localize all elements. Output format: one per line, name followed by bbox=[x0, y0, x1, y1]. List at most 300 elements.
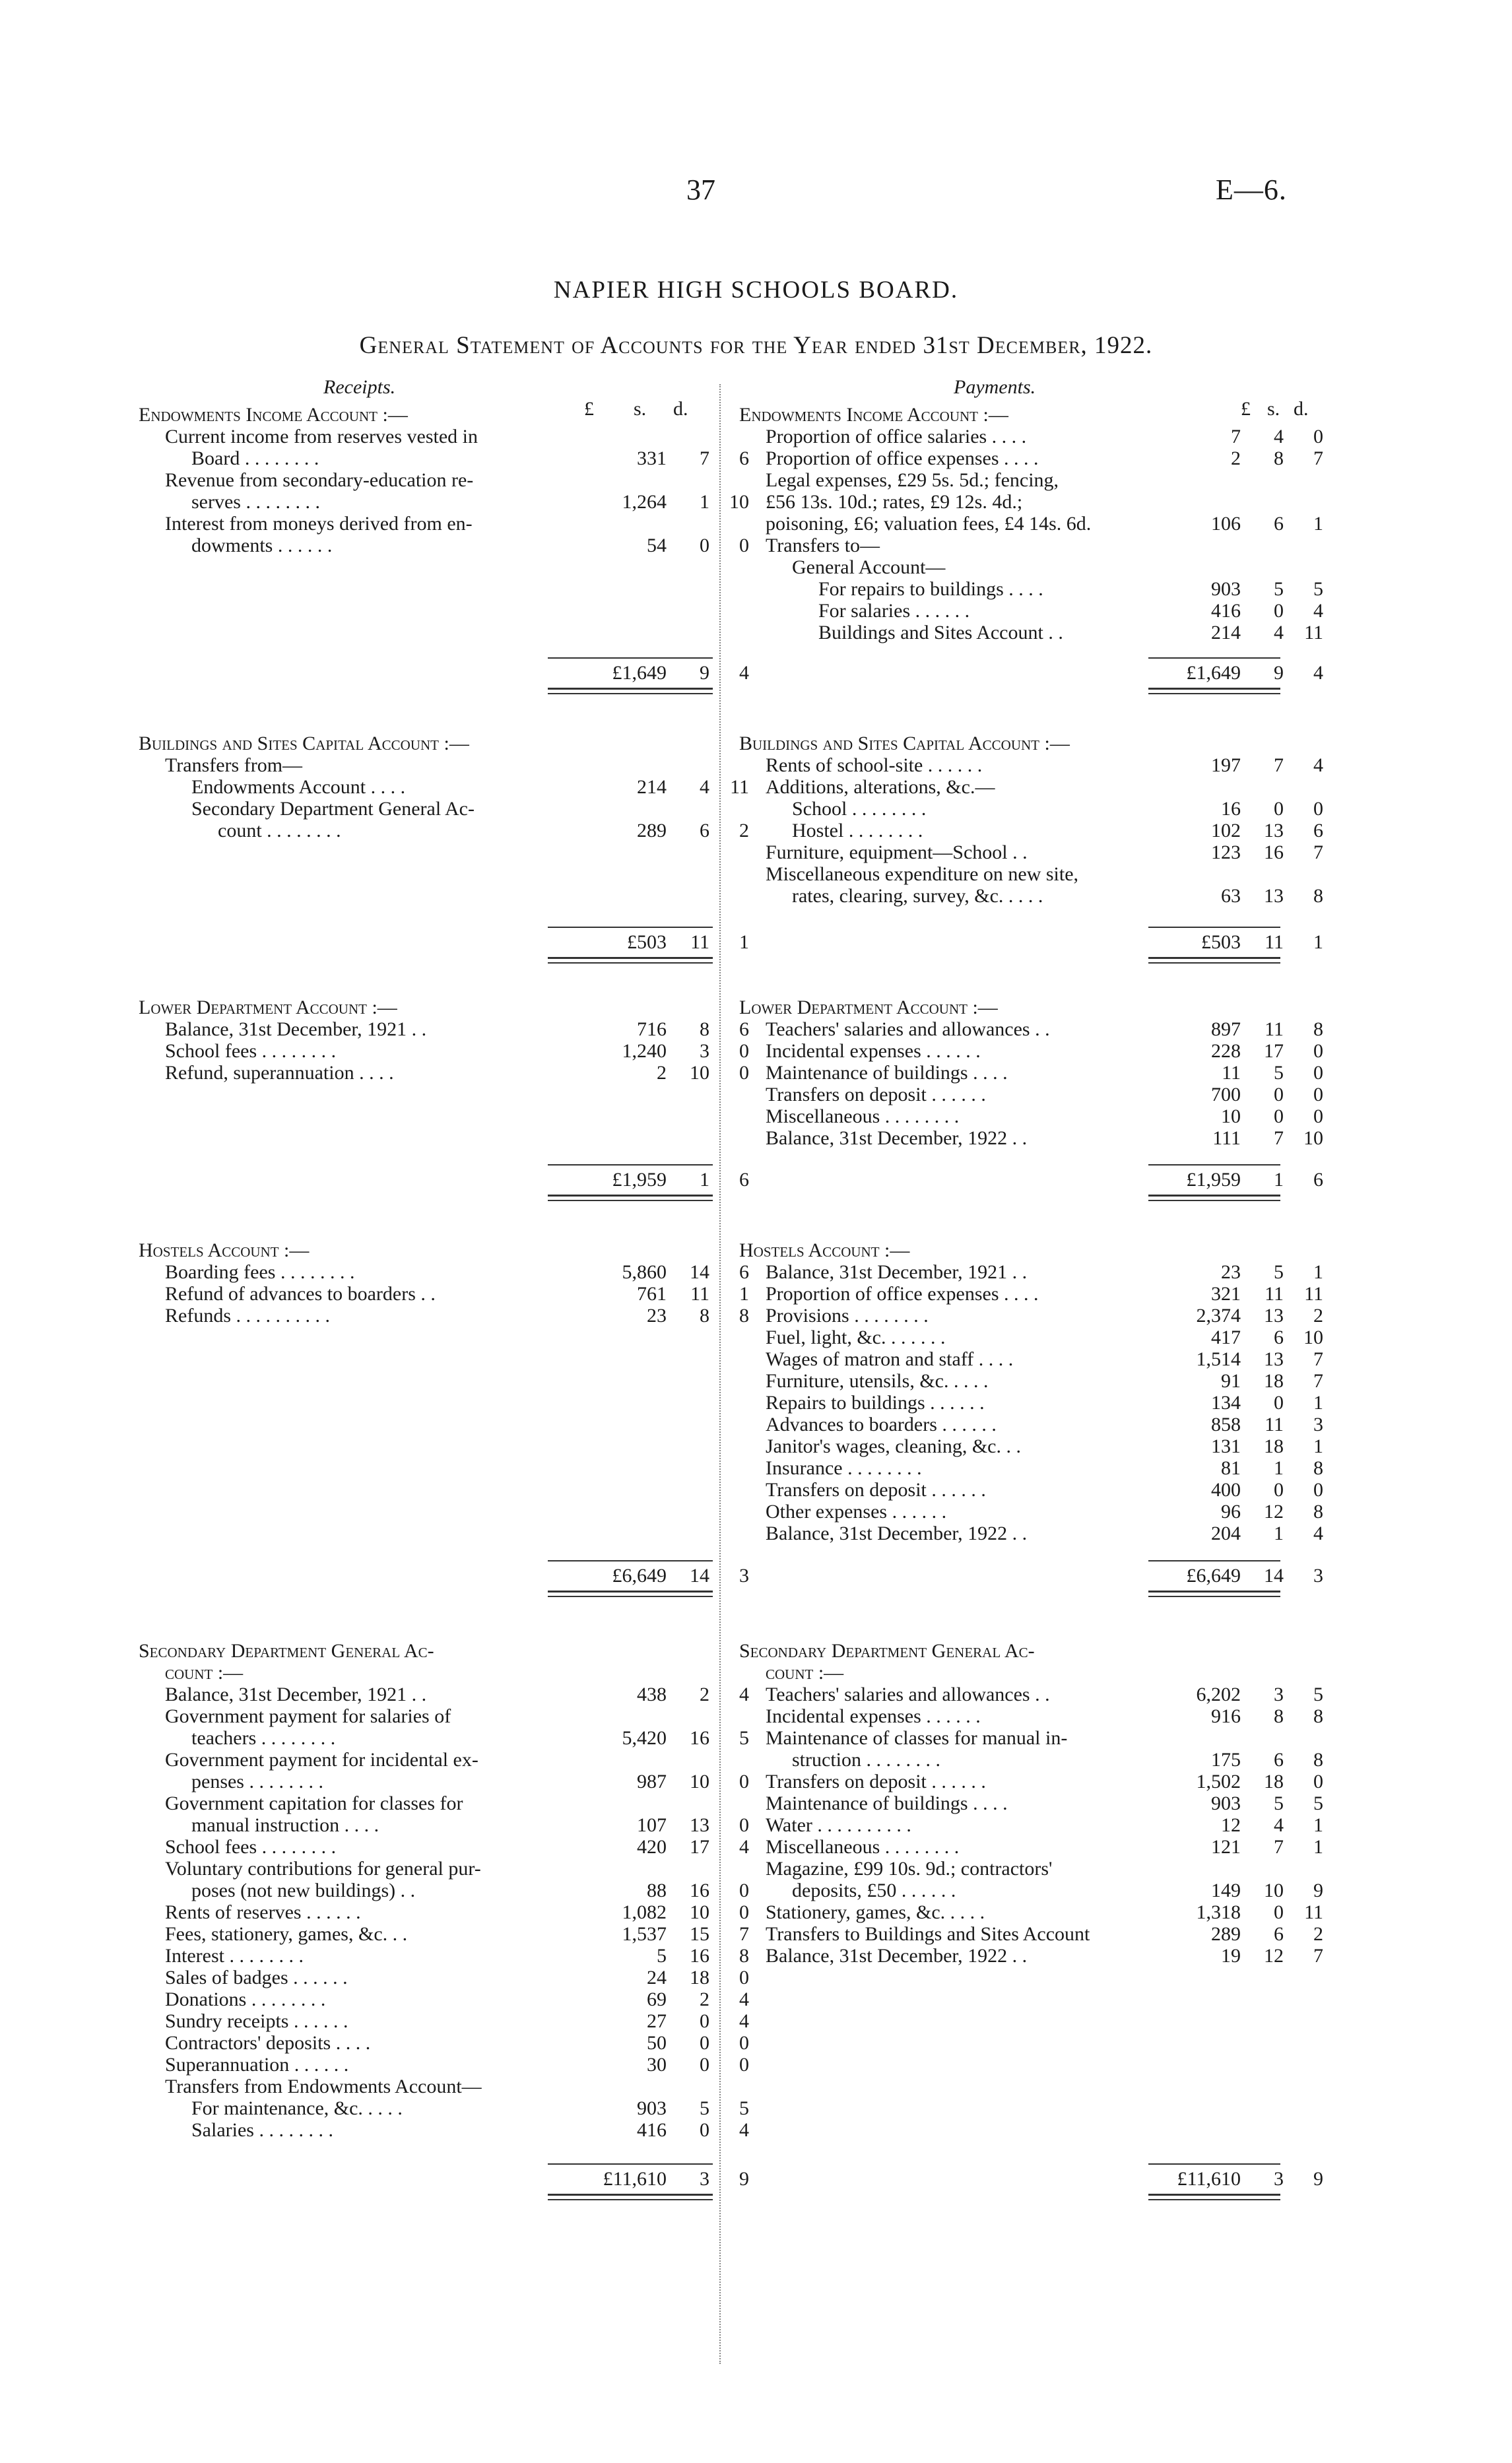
total-rule-bottom bbox=[548, 1195, 713, 1201]
amount-pounds: 331 bbox=[637, 447, 667, 469]
amount-shillings: 7 bbox=[1274, 754, 1284, 776]
amount-shillings: 8 bbox=[700, 1018, 709, 1040]
amount-pounds: 23 bbox=[647, 1305, 667, 1327]
payments-line-item bbox=[739, 1479, 1323, 1501]
payments-total-4 bbox=[739, 1563, 1323, 1589]
payments-line-item bbox=[739, 1457, 1323, 1479]
amount-pounds: 420 bbox=[637, 1836, 667, 1858]
amount-shillings: 6 bbox=[1274, 1923, 1284, 1945]
amount-shillings: 0 bbox=[1274, 1901, 1284, 1923]
payments-line-item bbox=[739, 600, 1323, 622]
receipts-line-text: Revenue from secondary-education re- bbox=[165, 469, 474, 491]
amount-pounds: 1,537 bbox=[622, 1923, 667, 1945]
receipts-line-item bbox=[139, 2032, 772, 2054]
payments-line-text: Balance, 31st December, 1922 . . bbox=[766, 1523, 1028, 1544]
receipts-line-text: Salaries . . . . . . . . bbox=[191, 2119, 333, 2141]
payments-line-text: Transfers to Buildings and Sites Account bbox=[766, 1923, 1090, 1945]
amount-pounds: 289 bbox=[1211, 1923, 1241, 1945]
amount-pounds: 214 bbox=[637, 776, 667, 798]
total-rule-bottom bbox=[1148, 1195, 1280, 1201]
receipts-line-item bbox=[139, 2010, 772, 2032]
amount-pounds: 7 bbox=[1231, 426, 1241, 447]
payments-header: Payments. bbox=[954, 376, 1036, 398]
payments-line-item bbox=[739, 1945, 1323, 1967]
receipts-line-item bbox=[139, 2097, 772, 2119]
payments-line-item bbox=[739, 1814, 1323, 1836]
payments-section-title: Endowments Income Account :— bbox=[739, 404, 1008, 426]
total-pounds: £1,959 bbox=[612, 1169, 667, 1191]
payments-line-item bbox=[739, 1749, 1323, 1771]
amount-pence: 0 bbox=[739, 1967, 749, 1988]
receipts-total-3 bbox=[139, 1167, 772, 1193]
payments-line-amount bbox=[1122, 798, 1386, 820]
amount-shillings: 4 bbox=[700, 776, 709, 798]
total-rule-bottom bbox=[1148, 1591, 1280, 1597]
receipts-line-item bbox=[139, 1945, 772, 1967]
payments-line-amount bbox=[1122, 513, 1386, 535]
amount-pounds: 50 bbox=[647, 2032, 667, 2054]
payments-line-amount bbox=[1122, 600, 1386, 622]
amount-shillings: 6 bbox=[1274, 1327, 1284, 1348]
amount-pounds: 23 bbox=[1221, 1261, 1241, 1283]
payments-total-5 bbox=[739, 2166, 1323, 2192]
amount-pence: 3 bbox=[1313, 1414, 1323, 1435]
payments-line-item bbox=[739, 1127, 1323, 1149]
payments-line-item bbox=[739, 1836, 1323, 1858]
amount-shillings: 12 bbox=[1264, 1501, 1284, 1523]
receipts-line-item bbox=[139, 2119, 772, 2141]
amount-pounds: 700 bbox=[1211, 1084, 1241, 1105]
payments-line-text: Maintenance of buildings . . . . bbox=[766, 1062, 1008, 1084]
total-pounds: £11,610 bbox=[603, 2168, 667, 2190]
payments-line-text: Miscellaneous . . . . . . . . bbox=[766, 1836, 960, 1858]
amount-pence: 1 bbox=[1313, 1261, 1323, 1283]
amount-pence: 0 bbox=[739, 1040, 749, 1062]
amount-shillings: 11 bbox=[1265, 1414, 1284, 1435]
payments-line-text: Maintenance of classes for manual in- bbox=[766, 1727, 1068, 1749]
amount-pence: 1 bbox=[1313, 513, 1323, 535]
receipts-line-text: teachers . . . . . . . . bbox=[191, 1727, 336, 1749]
amount-pence: 0 bbox=[739, 2054, 749, 2076]
page-number: 37 bbox=[686, 174, 715, 206]
receipts-total-5 bbox=[139, 2166, 772, 2192]
payments-line-item bbox=[739, 1923, 1323, 1945]
payments-line-item bbox=[739, 1062, 1323, 1084]
amount-pounds: 88 bbox=[647, 1880, 667, 1901]
amount-pence: 0 bbox=[739, 535, 749, 556]
receipts-line-text: School fees . . . . . . . . bbox=[165, 1040, 337, 1062]
payments-line-item bbox=[739, 1414, 1323, 1435]
payments-line-text: Maintenance of buildings . . . . bbox=[766, 1792, 1008, 1814]
payments-section-4 bbox=[739, 1239, 1323, 1544]
amount-pence: 6 bbox=[739, 1261, 749, 1283]
receipts-line-text: Contractors' deposits . . . . bbox=[165, 2032, 371, 2054]
receipts-line-text: Refund, superannuation . . . . bbox=[165, 1062, 394, 1084]
amount-shillings: 4 bbox=[1274, 426, 1284, 447]
payments-line-item bbox=[739, 1105, 1323, 1127]
receipts-section-title: Lower Department Account :— bbox=[139, 997, 397, 1018]
payments-line-item bbox=[739, 1040, 1323, 1062]
total-shillings: 1 bbox=[700, 1169, 709, 1191]
amount-shillings: 18 bbox=[1264, 1771, 1284, 1792]
amount-pence: 8 bbox=[739, 1945, 749, 1967]
receipts-pence-head: d. bbox=[673, 398, 688, 420]
payments-line-amount bbox=[1122, 1836, 1386, 1858]
payments-line-text: count :— bbox=[766, 1662, 844, 1684]
amount-pence: 0 bbox=[1313, 798, 1323, 820]
amount-shillings: 18 bbox=[690, 1967, 709, 1988]
payments-line-item bbox=[739, 885, 1323, 907]
payments-line-item bbox=[739, 1705, 1323, 1727]
amount-pence: 2 bbox=[1313, 1305, 1323, 1327]
payments-line-amount bbox=[1122, 1792, 1386, 1814]
amount-pence: 8 bbox=[1313, 1501, 1323, 1523]
receipts-line-text: Balance, 31st December, 1921 . . bbox=[165, 1018, 427, 1040]
amount-shillings: 0 bbox=[1274, 1479, 1284, 1501]
total-rule-bottom bbox=[548, 1591, 713, 1597]
payments-section-2 bbox=[739, 733, 1323, 907]
payments-line-item bbox=[739, 1727, 1313, 1749]
payments-line-text: Transfers on deposit . . . . . . bbox=[766, 1084, 986, 1105]
payments-line-amount bbox=[1122, 1018, 1386, 1040]
payments-line-amount bbox=[1122, 1261, 1386, 1283]
total-shillings: 9 bbox=[700, 662, 709, 684]
amount-pence: 5 bbox=[1313, 1792, 1323, 1814]
amount-shillings: 12 bbox=[1264, 1945, 1284, 1967]
payments-section-title: Hostels Account :— bbox=[739, 1239, 910, 1261]
amount-pence: 0 bbox=[1313, 426, 1323, 447]
payments-total-2 bbox=[739, 929, 1323, 956]
amount-pence: 8 bbox=[1313, 1018, 1323, 1040]
receipts-line-text: Refund of advances to boarders . . bbox=[165, 1283, 436, 1305]
payments-line-item bbox=[739, 1501, 1323, 1523]
amount-pounds: 175 bbox=[1211, 1749, 1241, 1771]
payments-line-amount bbox=[1122, 426, 1386, 447]
total-pence: 4 bbox=[1313, 662, 1323, 684]
payments-line-item bbox=[739, 622, 1323, 643]
amount-pence: 2 bbox=[1313, 1923, 1323, 1945]
payments-line-amount bbox=[1122, 622, 1386, 643]
total-pounds: £11,610 bbox=[1177, 2168, 1241, 2190]
amount-pence: 1 bbox=[739, 1283, 749, 1305]
payments-line-text: Incidental expenses . . . . . . bbox=[766, 1705, 981, 1727]
amount-pounds: 1,240 bbox=[622, 1040, 667, 1062]
receipts-line-text: Interest from moneys derived from en- bbox=[165, 513, 473, 535]
amount-pence: 0 bbox=[739, 1880, 749, 1901]
total-rule-top bbox=[548, 1560, 713, 1561]
amount-shillings: 7 bbox=[1274, 1836, 1284, 1858]
payments-line-amount bbox=[1122, 1062, 1386, 1084]
amount-pence: 0 bbox=[739, 1901, 749, 1923]
receipts-line-text: count . . . . . . . . bbox=[218, 820, 341, 841]
amount-shillings: 6 bbox=[700, 820, 709, 841]
amount-pounds: 131 bbox=[1211, 1435, 1241, 1457]
receipts-line-text: Sales of badges . . . . . . bbox=[165, 1967, 348, 1988]
amount-pence: 4 bbox=[1313, 1523, 1323, 1544]
payments-line-item bbox=[739, 1792, 1323, 1814]
payments-line-item bbox=[739, 1858, 1313, 1880]
amount-shillings: 14 bbox=[690, 1261, 709, 1283]
amount-pounds: 96 bbox=[1221, 1501, 1241, 1523]
amount-shillings: 8 bbox=[1274, 447, 1284, 469]
amount-shillings: 13 bbox=[1264, 820, 1284, 841]
amount-pounds: 438 bbox=[637, 1684, 667, 1705]
payments-line-amount bbox=[1122, 1457, 1386, 1479]
payments-line-text: For salaries . . . . . . bbox=[818, 600, 970, 622]
amount-pence: 4 bbox=[739, 2119, 749, 2141]
payments-line-text: Teachers' salaries and allowances . . bbox=[766, 1018, 1050, 1040]
amount-pence: 4 bbox=[1313, 600, 1323, 622]
receipts-line-text: School fees . . . . . . . . bbox=[165, 1836, 337, 1858]
amount-shillings: 0 bbox=[700, 2119, 709, 2141]
receipts-line-item bbox=[139, 820, 772, 841]
amount-pounds: 16 bbox=[1221, 798, 1241, 820]
receipts-line-text: Government payment for incidental ex- bbox=[165, 1749, 478, 1771]
payments-pounds-head: £ bbox=[1241, 398, 1251, 420]
amount-pounds: 81 bbox=[1221, 1457, 1241, 1479]
receipts-line-item bbox=[139, 1705, 772, 1727]
amount-pence: 5 bbox=[739, 1727, 749, 1749]
amount-pence: 0 bbox=[739, 1062, 749, 1084]
receipts-line-item bbox=[139, 1727, 772, 1749]
receipts-line-text: Rents of reserves . . . . . . bbox=[165, 1901, 361, 1923]
receipts-line-item bbox=[139, 1749, 772, 1771]
amount-pence: 7 bbox=[1313, 1945, 1323, 1967]
receipts-line-text: Government capitation for classes for bbox=[165, 1792, 463, 1814]
amount-pounds: 1,082 bbox=[622, 1901, 667, 1923]
payments-line-text: Transfers on deposit . . . . . . bbox=[766, 1479, 986, 1501]
amount-pence: 0 bbox=[1313, 1771, 1323, 1792]
amount-shillings: 2 bbox=[700, 1988, 709, 2010]
receipts-line-text: Transfers from— bbox=[165, 754, 303, 776]
amount-pence: 4 bbox=[1313, 754, 1323, 776]
payments-line-amount bbox=[1122, 1684, 1386, 1705]
receipts-section-title: Endowments Income Account :— bbox=[139, 404, 408, 426]
total-shillings: 14 bbox=[1264, 1565, 1284, 1587]
receipts-line-text: Boarding fees . . . . . . . . bbox=[165, 1261, 355, 1283]
payments-line-amount bbox=[1122, 1479, 1386, 1501]
amount-pence: 8 bbox=[1313, 1457, 1323, 1479]
payments-section-title: Lower Department Account :— bbox=[739, 997, 998, 1018]
amount-pounds: 2,374 bbox=[1196, 1305, 1241, 1327]
amount-pence: 7 bbox=[1313, 1348, 1323, 1370]
total-rule-bottom bbox=[1148, 957, 1280, 964]
amount-pence: 0 bbox=[739, 1814, 749, 1836]
amount-pence: 0 bbox=[1313, 1105, 1323, 1127]
amount-pounds: 5,860 bbox=[622, 1261, 667, 1283]
amount-pence: 7 bbox=[1313, 841, 1323, 863]
amount-pounds: 416 bbox=[1211, 600, 1241, 622]
payments-line-item bbox=[739, 820, 1323, 841]
amount-pence: 6 bbox=[1313, 820, 1323, 841]
payments-line-item bbox=[739, 1327, 1323, 1348]
payments-line-amount bbox=[1122, 1945, 1386, 1967]
amount-shillings: 5 bbox=[1274, 1261, 1284, 1283]
amount-shillings: 1 bbox=[700, 491, 709, 513]
amount-pence: 5 bbox=[1313, 1684, 1323, 1705]
payments-line-text: Repairs to buildings . . . . . . bbox=[766, 1392, 985, 1414]
amount-pence: 1 bbox=[1313, 1392, 1323, 1414]
payments-line-amount bbox=[1122, 1305, 1386, 1327]
amount-shillings: 13 bbox=[1264, 885, 1284, 907]
payments-line-amount bbox=[1122, 578, 1386, 600]
amount-pounds: 69 bbox=[647, 1988, 667, 2010]
total-pence: 3 bbox=[739, 1565, 749, 1587]
payments-line-text: Stationery, games, &c. . . . . bbox=[766, 1901, 985, 1923]
receipts-line-item bbox=[139, 1967, 772, 1988]
receipts-line-text: Refunds . . . . . . . . . . bbox=[165, 1305, 330, 1327]
amount-pounds: 400 bbox=[1211, 1479, 1241, 1501]
amount-shillings: 6 bbox=[1274, 513, 1284, 535]
total-pence: 1 bbox=[1313, 931, 1323, 953]
amount-shillings: 8 bbox=[700, 1305, 709, 1327]
amount-shillings: 18 bbox=[1264, 1435, 1284, 1457]
total-pence: 6 bbox=[739, 1169, 749, 1191]
amount-shillings: 17 bbox=[690, 1836, 709, 1858]
total-rule-bottom bbox=[548, 2194, 713, 2200]
payments-line-item bbox=[739, 1684, 1323, 1705]
receipts-line-amount bbox=[548, 1967, 838, 1988]
receipts-line-item bbox=[139, 1018, 772, 1040]
payments-line-text: rates, clearing, survey, &c. . . . . bbox=[792, 885, 1043, 907]
amount-shillings: 13 bbox=[1264, 1305, 1284, 1327]
payments-line-text: Incidental expenses . . . . . . bbox=[766, 1040, 981, 1062]
amount-shillings: 0 bbox=[1274, 600, 1284, 622]
payments-line-item bbox=[739, 1523, 1323, 1544]
amount-pence: 11 bbox=[1304, 1283, 1323, 1305]
receipts-line-item bbox=[139, 1283, 772, 1305]
payments-line-item bbox=[739, 578, 1323, 600]
amount-shillings: 7 bbox=[1274, 1127, 1284, 1149]
amount-shillings: 17 bbox=[1264, 1040, 1284, 1062]
amount-shillings: 11 bbox=[690, 1283, 709, 1305]
total-shillings: 14 bbox=[690, 1565, 709, 1587]
payments-line-amount bbox=[1122, 1814, 1386, 1836]
receipts-pounds-head: £ bbox=[584, 398, 594, 420]
payments-line-item bbox=[739, 841, 1323, 863]
total-shillings: 9 bbox=[1274, 662, 1284, 684]
payments-total-row bbox=[739, 1167, 1323, 1193]
total-shillings: 1 bbox=[1274, 1169, 1284, 1191]
amount-pounds: 30 bbox=[647, 2054, 667, 2076]
total-rule-top bbox=[1148, 1560, 1280, 1561]
receipts-line-item bbox=[139, 2076, 772, 2097]
amount-pence: 0 bbox=[1313, 1062, 1323, 1084]
amount-shillings: 5 bbox=[1274, 578, 1284, 600]
payments-line-text: Teachers' salaries and allowances . . bbox=[766, 1684, 1050, 1705]
amount-shillings: 5 bbox=[1274, 1792, 1284, 1814]
receipts-line-item bbox=[139, 513, 772, 535]
amount-shillings: 0 bbox=[700, 2054, 709, 2076]
payments-section-title: Secondary Department General Ac- bbox=[739, 1640, 1035, 1662]
receipts-section-2 bbox=[139, 733, 772, 841]
total-rule-bottom bbox=[548, 688, 713, 694]
amount-shillings: 16 bbox=[690, 1945, 709, 1967]
amount-pence: 5 bbox=[739, 2097, 749, 2119]
amount-pounds: 416 bbox=[637, 2119, 667, 2141]
amount-pounds: 107 bbox=[637, 1814, 667, 1836]
receipts-line-item bbox=[139, 426, 772, 447]
receipts-line-item bbox=[139, 1771, 772, 1792]
amount-shillings: 1 bbox=[1274, 1523, 1284, 1544]
receipts-line-amount bbox=[548, 2119, 838, 2141]
amount-shillings: 6 bbox=[1274, 1749, 1284, 1771]
receipts-line-text: Interest . . . . . . . . bbox=[165, 1945, 304, 1967]
amount-pounds: 19 bbox=[1221, 1945, 1241, 1967]
amount-pounds: 1,318 bbox=[1196, 1901, 1241, 1923]
amount-shillings: 8 bbox=[1274, 1705, 1284, 1727]
total-rule-top bbox=[548, 657, 713, 659]
total-shillings: 11 bbox=[690, 931, 709, 953]
payments-total-row bbox=[739, 2166, 1323, 2192]
amount-shillings: 10 bbox=[1264, 1880, 1284, 1901]
receipts-line-item bbox=[139, 469, 772, 491]
payments-line-item bbox=[739, 491, 1313, 513]
amount-pounds: 987 bbox=[637, 1771, 667, 1792]
amount-shillings: 2 bbox=[700, 1684, 709, 1705]
payments-line-amount bbox=[1122, 1880, 1386, 1901]
amount-pounds: 91 bbox=[1221, 1370, 1241, 1392]
amount-pence: 10 bbox=[1303, 1127, 1323, 1149]
amount-shillings: 0 bbox=[700, 2010, 709, 2032]
payments-section-1 bbox=[739, 404, 1323, 643]
total-rule-bottom bbox=[1148, 2194, 1280, 2200]
amount-shillings: 5 bbox=[1274, 1062, 1284, 1084]
receipts-total-1 bbox=[139, 660, 772, 686]
payments-line-item bbox=[739, 1084, 1323, 1105]
payments-line-amount bbox=[1122, 1901, 1386, 1923]
amount-pounds: 214 bbox=[1211, 622, 1241, 643]
amount-pounds: 5,420 bbox=[622, 1727, 667, 1749]
payments-line-text: Transfers on deposit . . . . . . bbox=[766, 1771, 986, 1792]
payments-line-text: School . . . . . . . . bbox=[792, 798, 927, 820]
receipts-line-item bbox=[139, 1040, 772, 1062]
receipts-line-amount bbox=[548, 2054, 838, 2076]
payments-line-text: Miscellaneous expenditure on new site, bbox=[766, 863, 1079, 885]
amount-pence: 0 bbox=[1313, 1084, 1323, 1105]
payments-line-amount bbox=[1122, 1348, 1386, 1370]
receipts-total-2 bbox=[139, 929, 772, 956]
amount-shillings: 0 bbox=[700, 535, 709, 556]
payments-line-text: For repairs to buildings . . . . bbox=[818, 578, 1043, 600]
payments-line-text: Miscellaneous . . . . . . . . bbox=[766, 1105, 960, 1127]
payments-line-item bbox=[739, 863, 1313, 885]
payments-line-item bbox=[739, 1435, 1323, 1457]
payments-line-text: Other expenses . . . . . . bbox=[766, 1501, 947, 1523]
total-shillings: 3 bbox=[1274, 2168, 1284, 2190]
amount-pounds: 897 bbox=[1211, 1018, 1241, 1040]
receipts-line-text: dowments . . . . . . bbox=[191, 535, 333, 556]
payments-line-amount bbox=[1122, 1370, 1386, 1392]
amount-shillings: 5 bbox=[700, 2097, 709, 2119]
amount-pounds: 111 bbox=[1212, 1127, 1241, 1149]
amount-pounds: 289 bbox=[637, 820, 667, 841]
amount-shillings: 10 bbox=[690, 1771, 709, 1792]
total-rule-top bbox=[548, 927, 713, 928]
payments-line-amount bbox=[1122, 1392, 1386, 1414]
payments-line-text: Balance, 31st December, 1922 . . bbox=[766, 1945, 1028, 1967]
amount-pounds: 24 bbox=[647, 1967, 667, 1988]
payments-line-text: Balance, 31st December, 1922 . . bbox=[766, 1127, 1028, 1149]
amount-pence: 5 bbox=[1313, 578, 1323, 600]
amount-pounds: 121 bbox=[1211, 1836, 1241, 1858]
payments-line-item bbox=[739, 1662, 1313, 1684]
amount-pence: 7 bbox=[739, 1923, 749, 1945]
amount-pounds: 10 bbox=[1221, 1105, 1241, 1127]
amount-pence: 4 bbox=[739, 1988, 749, 2010]
total-rule-top bbox=[548, 1164, 713, 1166]
receipts-total-row bbox=[139, 660, 772, 686]
